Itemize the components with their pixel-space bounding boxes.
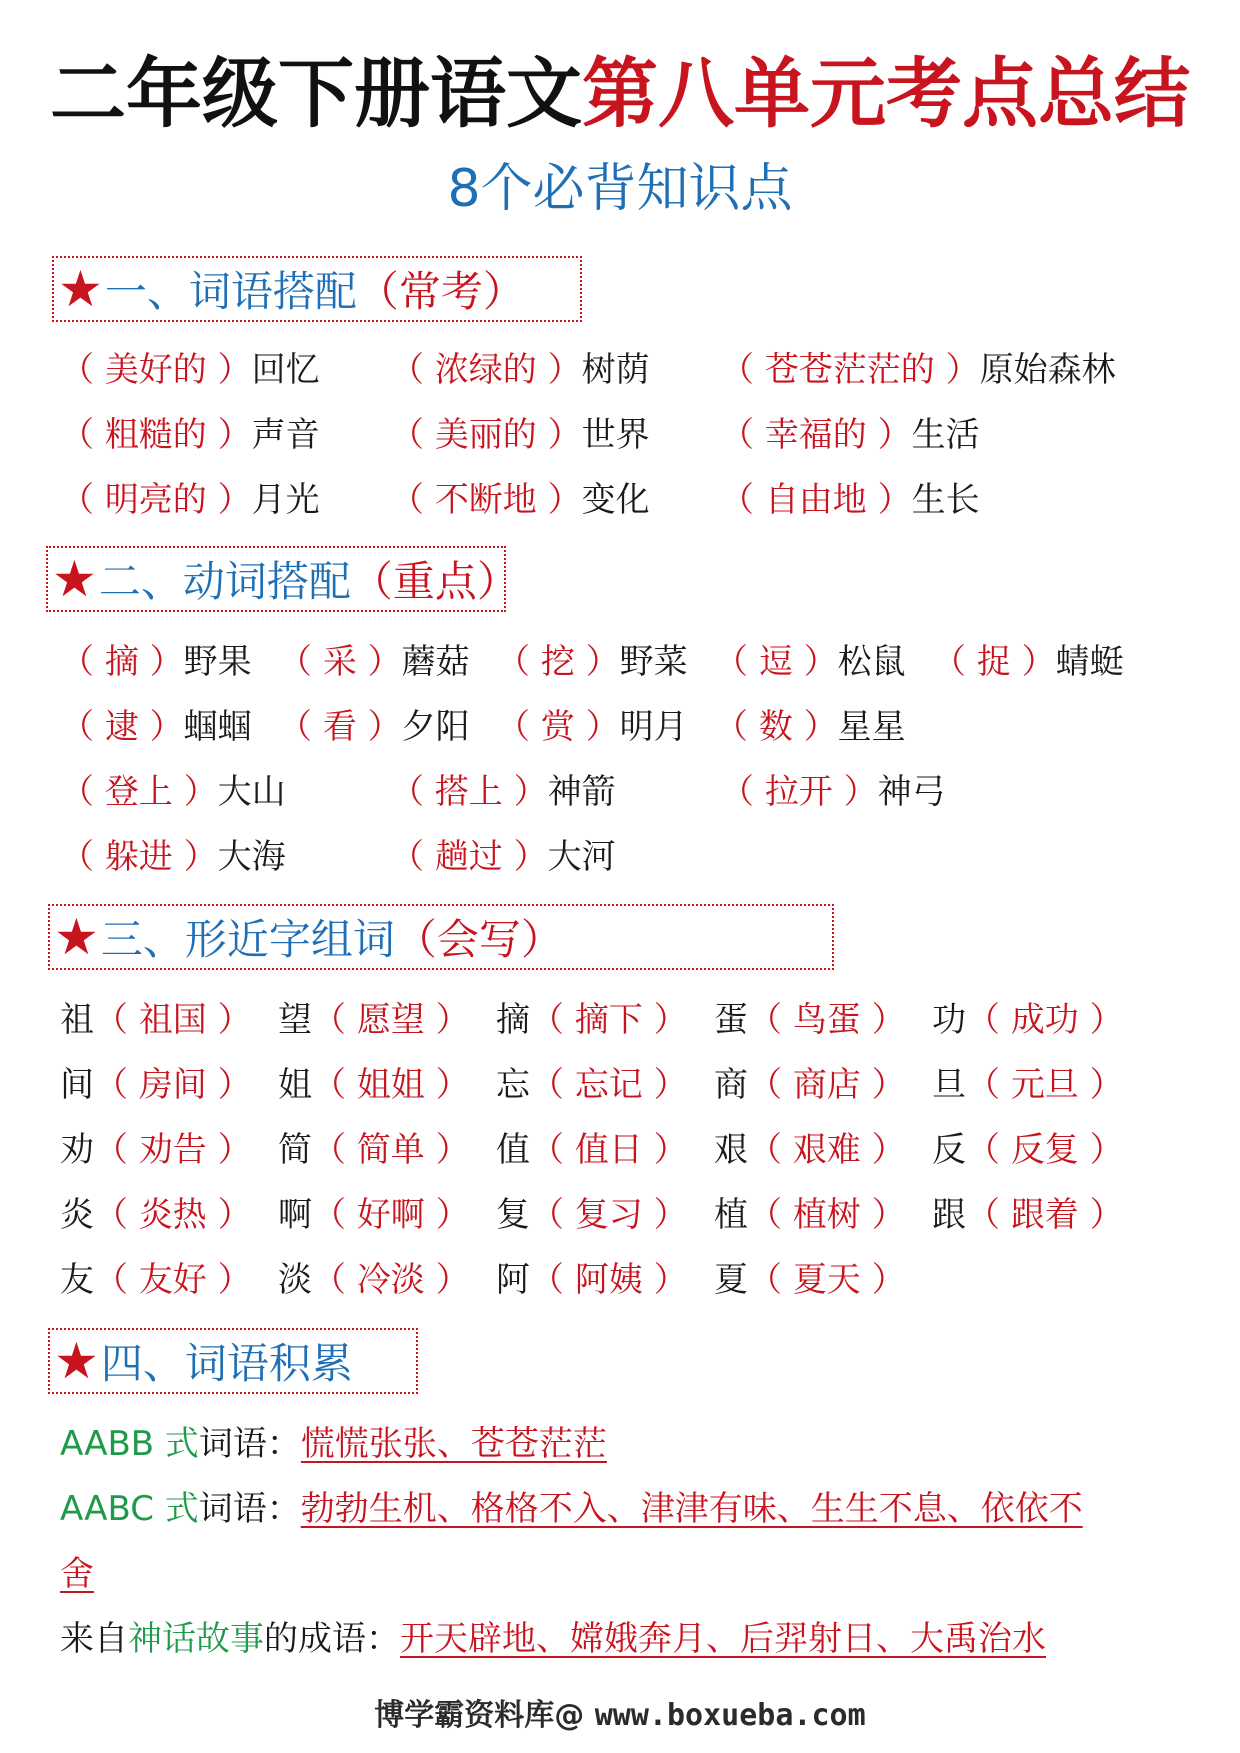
answer: 简单 xyxy=(356,1130,425,1170)
phrase-noun: 树荫 xyxy=(581,350,650,390)
base-char: 商 xyxy=(714,1065,748,1105)
verb-item xyxy=(60,705,252,749)
myth-line xyxy=(60,1617,1046,1661)
close-paren: ） xyxy=(356,707,402,747)
collocation-item xyxy=(720,348,1116,392)
base-char: 反 xyxy=(932,1130,966,1170)
char-item xyxy=(278,1193,470,1237)
answer: 商店 xyxy=(792,1065,861,1105)
phrase-noun: 蘑菇 xyxy=(401,642,470,682)
answer: 跟着 xyxy=(1010,1195,1079,1235)
open-paren: （ xyxy=(390,837,435,877)
collocation-item xyxy=(60,413,320,457)
base-char: 夏 xyxy=(714,1260,748,1300)
phrase-noun: 声音 xyxy=(251,415,320,455)
close-paren: ） xyxy=(1078,1195,1124,1235)
answer: 自由地 xyxy=(764,480,867,520)
answer: 艰难 xyxy=(792,1130,861,1170)
close-paren: ） xyxy=(206,350,252,390)
close-paren: ） xyxy=(866,415,912,455)
open-paren: （ xyxy=(720,480,765,520)
base-char: 啊 xyxy=(278,1195,312,1235)
section1-header xyxy=(52,256,582,322)
close-paren: ） xyxy=(934,350,980,390)
close-paren: ） xyxy=(536,480,582,520)
footer-site-name: 博学霸资料库 xyxy=(374,1698,555,1733)
base-char: 艰 xyxy=(714,1130,748,1170)
close-paren: ） xyxy=(424,1260,470,1300)
phrase-noun: 野菜 xyxy=(619,642,688,682)
open-paren: （ xyxy=(496,707,541,747)
char-item xyxy=(496,1128,688,1172)
close-paren: ） xyxy=(206,415,252,455)
open-paren: （ xyxy=(714,642,759,682)
answer: 好啊 xyxy=(356,1195,425,1235)
section2-name: 二、动词搭配 xyxy=(98,557,351,606)
base-char: 友 xyxy=(60,1260,94,1300)
answer: 逮 xyxy=(104,707,139,747)
answer: 炎热 xyxy=(138,1195,207,1235)
base-char: 阿 xyxy=(496,1260,530,1300)
verb-item xyxy=(496,705,688,749)
open-paren: （ xyxy=(312,1130,357,1170)
answer: 躲进 xyxy=(104,837,173,877)
verb-item xyxy=(720,770,946,814)
open-paren: （ xyxy=(60,350,105,390)
base-char: 炎 xyxy=(60,1195,94,1235)
base-char: 姐 xyxy=(278,1065,312,1105)
section3-tag: （会写） xyxy=(394,915,563,964)
open-paren: （ xyxy=(530,1260,575,1300)
char-item xyxy=(278,1258,470,1302)
answer: 拉开 xyxy=(764,772,833,812)
answer: 愿望 xyxy=(356,1000,425,1040)
myth-label: 神话故事 xyxy=(128,1619,264,1659)
open-paren: （ xyxy=(94,1065,139,1105)
answer: 赏 xyxy=(540,707,575,747)
answer: 挖 xyxy=(540,642,575,682)
open-paren: （ xyxy=(720,772,765,812)
title-part1: 二年级下册语文 xyxy=(50,49,582,138)
answer: 祖国 xyxy=(138,1000,207,1040)
close-paren: ） xyxy=(642,1130,688,1170)
verb-item xyxy=(390,835,616,879)
open-paren: （ xyxy=(94,1260,139,1300)
open-paren: （ xyxy=(94,1195,139,1235)
close-paren: ） xyxy=(206,1000,252,1040)
open-paren: （ xyxy=(390,415,435,455)
verb-item xyxy=(714,640,906,684)
open-paren: （ xyxy=(966,1195,1011,1235)
char-item xyxy=(278,998,470,1042)
open-paren: （ xyxy=(278,707,323,747)
open-paren: （ xyxy=(748,1065,793,1105)
open-paren: （ xyxy=(966,1130,1011,1170)
phrase-noun: 月光 xyxy=(251,480,320,520)
aabb-label: AABB 式 xyxy=(60,1424,199,1464)
answer: 看 xyxy=(322,707,357,747)
close-paren: ） xyxy=(860,1130,906,1170)
char-item xyxy=(496,1258,688,1302)
answer: 苍苍茫茫的 xyxy=(764,350,935,390)
open-paren: （ xyxy=(720,415,765,455)
char-item xyxy=(714,1193,906,1237)
base-char: 忘 xyxy=(496,1065,530,1105)
phrase-noun: 大山 xyxy=(217,772,286,812)
close-paren: ） xyxy=(536,350,582,390)
answer: 登上 xyxy=(104,772,173,812)
title-part2: 第八单元考点总结 xyxy=(582,49,1190,138)
verb-item xyxy=(496,640,688,684)
answer: 友好 xyxy=(138,1260,207,1300)
open-paren: （ xyxy=(60,415,105,455)
answer: 捉 xyxy=(976,642,1011,682)
close-paren: ） xyxy=(206,1065,252,1105)
close-paren: ） xyxy=(424,1195,470,1235)
verb-item xyxy=(60,770,286,814)
section1-name: 一、词语搭配 xyxy=(104,267,357,316)
open-paren: （ xyxy=(530,1130,575,1170)
close-paren: ） xyxy=(642,1260,688,1300)
answer: 美丽的 xyxy=(434,415,537,455)
char-item xyxy=(60,1128,252,1172)
aabb-suffix: 词语： xyxy=(198,1424,301,1464)
open-paren: （ xyxy=(60,480,105,520)
open-paren: （ xyxy=(496,642,541,682)
myth-words: 开天辟地、嫦娥奔月、后羿射日、大禹治水 xyxy=(400,1619,1046,1659)
answer: 阿姨 xyxy=(574,1260,643,1300)
close-paren: ） xyxy=(206,1195,252,1235)
phrase-noun: 星星 xyxy=(837,707,906,747)
open-paren: （ xyxy=(60,772,105,812)
footer-watermark xyxy=(0,1690,1240,1734)
base-char: 功 xyxy=(932,1000,966,1040)
close-paren: ） xyxy=(642,1000,688,1040)
answer: 冷淡 xyxy=(356,1260,425,1300)
base-char: 劝 xyxy=(60,1130,94,1170)
aabb-line xyxy=(60,1422,607,1466)
answer: 不断地 xyxy=(434,480,537,520)
close-paren: ） xyxy=(792,642,838,682)
close-paren: ） xyxy=(502,837,548,877)
answer: 幸福的 xyxy=(764,415,867,455)
myth-prefix: 来自 xyxy=(60,1619,128,1659)
open-paren: （ xyxy=(60,642,105,682)
open-paren: （ xyxy=(390,480,435,520)
verb-item xyxy=(278,705,470,749)
phrase-noun: 蝈蝈 xyxy=(183,707,252,747)
open-paren: （ xyxy=(390,350,435,390)
char-item xyxy=(60,1063,252,1107)
answer: 逗 xyxy=(758,642,793,682)
open-paren: （ xyxy=(966,1065,1011,1105)
answer: 摘下 xyxy=(574,1000,643,1040)
aabc-label: AABC 式 xyxy=(60,1489,199,1529)
answer: 明亮的 xyxy=(104,480,207,520)
close-paren: ） xyxy=(642,1195,688,1235)
open-paren: （ xyxy=(60,707,105,747)
answer: 忘记 xyxy=(574,1065,643,1105)
open-paren: （ xyxy=(748,1000,793,1040)
verb-item xyxy=(60,835,286,879)
open-paren: （ xyxy=(748,1195,793,1235)
collocation-item xyxy=(60,478,320,522)
phrase-noun: 野果 xyxy=(183,642,252,682)
answer: 劝告 xyxy=(138,1130,207,1170)
aabc-line-cont xyxy=(60,1552,94,1596)
char-item xyxy=(496,998,688,1042)
char-item xyxy=(714,1128,906,1172)
answer: 浓绿的 xyxy=(434,350,537,390)
open-paren: （ xyxy=(720,350,765,390)
open-paren: （ xyxy=(278,642,323,682)
open-paren: （ xyxy=(312,1065,357,1105)
answer: 复习 xyxy=(574,1195,643,1235)
close-paren: ） xyxy=(424,1065,470,1105)
base-char: 蛋 xyxy=(714,1000,748,1040)
close-paren: ） xyxy=(1078,1000,1124,1040)
section1-tag: （常考） xyxy=(356,267,525,316)
char-item xyxy=(714,1258,906,1302)
star-icon: ★ xyxy=(58,260,103,318)
phrase-noun: 蜻蜓 xyxy=(1055,642,1124,682)
answer: 数 xyxy=(758,707,793,747)
footer-url: www.boxueba.com xyxy=(594,1698,866,1733)
section3-name: 三、形近字组词 xyxy=(100,915,395,964)
close-paren: ） xyxy=(860,1195,906,1235)
phrase-noun: 回忆 xyxy=(251,350,320,390)
open-paren: （ xyxy=(748,1130,793,1170)
collocation-item xyxy=(390,348,650,392)
close-paren: ） xyxy=(172,772,218,812)
section2-header xyxy=(46,546,519,612)
answer: 姐姐 xyxy=(356,1065,425,1105)
footer-at: @ xyxy=(554,1698,585,1733)
answer: 元旦 xyxy=(1010,1065,1079,1105)
close-paren: ） xyxy=(574,707,620,747)
close-paren: ） xyxy=(138,642,184,682)
verb-item xyxy=(60,640,252,684)
base-char: 旦 xyxy=(932,1065,966,1105)
close-paren: ） xyxy=(424,1000,470,1040)
open-paren: （ xyxy=(390,772,435,812)
answer: 反复 xyxy=(1010,1130,1079,1170)
open-paren: （ xyxy=(312,1195,357,1235)
aabc-line xyxy=(60,1487,1083,1531)
phrase-noun: 生长 xyxy=(911,480,980,520)
base-char: 摘 xyxy=(496,1000,530,1040)
open-paren: （ xyxy=(966,1000,1011,1040)
char-item xyxy=(714,1063,906,1107)
section4-name: 四、词语积累 xyxy=(100,1339,353,1388)
open-paren: （ xyxy=(94,1130,139,1170)
answer: 趟过 xyxy=(434,837,503,877)
base-char: 复 xyxy=(496,1195,530,1235)
section3-header xyxy=(48,904,834,970)
answer: 值日 xyxy=(574,1130,643,1170)
close-paren: ） xyxy=(642,1065,688,1105)
answer: 植树 xyxy=(792,1195,861,1235)
aabc-words-1: 勃勃生机、格格不入、津津有味、生生不息、依依不 xyxy=(300,1489,1083,1529)
close-paren: ） xyxy=(574,642,620,682)
verb-item xyxy=(278,640,470,684)
base-char: 淡 xyxy=(278,1260,312,1300)
phrase-noun: 变化 xyxy=(581,480,650,520)
aabc-words-2: 舍 xyxy=(60,1554,94,1594)
myth-suffix: 的成语： xyxy=(264,1619,400,1659)
verb-item xyxy=(390,770,616,814)
open-paren: （ xyxy=(312,1000,357,1040)
phrase-noun: 神弓 xyxy=(877,772,946,812)
char-item xyxy=(714,998,906,1042)
close-paren: ） xyxy=(1010,642,1056,682)
base-char: 值 xyxy=(496,1130,530,1170)
verb-item xyxy=(714,705,906,749)
open-paren: （ xyxy=(748,1260,793,1300)
section4-header xyxy=(48,1328,418,1394)
answer: 房间 xyxy=(138,1065,207,1105)
open-paren: （ xyxy=(932,642,977,682)
answer: 鸟蛋 xyxy=(792,1000,861,1040)
page-title xyxy=(0,49,1240,138)
phrase-noun: 原始森林 xyxy=(979,350,1116,390)
star-icon: ★ xyxy=(52,550,97,608)
char-item xyxy=(932,998,1124,1042)
open-paren: （ xyxy=(530,1195,575,1235)
base-char: 植 xyxy=(714,1195,748,1235)
answer: 成功 xyxy=(1010,1000,1079,1040)
close-paren: ） xyxy=(172,837,218,877)
answer: 采 xyxy=(322,642,357,682)
phrase-noun: 生活 xyxy=(911,415,980,455)
close-paren: ） xyxy=(832,772,878,812)
close-paren: ） xyxy=(536,415,582,455)
star-icon: ★ xyxy=(54,1332,99,1390)
answer: 搭上 xyxy=(434,772,503,812)
phrase-noun: 世界 xyxy=(581,415,650,455)
char-item xyxy=(932,1063,1124,1107)
open-paren: （ xyxy=(94,1000,139,1040)
close-paren: ） xyxy=(1078,1130,1124,1170)
aabb-words: 慌慌张张、苍苍茫茫 xyxy=(300,1424,607,1464)
close-paren: ） xyxy=(860,1065,906,1105)
base-char: 祖 xyxy=(60,1000,94,1040)
close-paren: ） xyxy=(502,772,548,812)
char-item xyxy=(496,1063,688,1107)
aabc-suffix: 词语： xyxy=(198,1489,301,1529)
collocation-item xyxy=(720,478,980,522)
open-paren: （ xyxy=(60,837,105,877)
phrase-noun: 大河 xyxy=(547,837,616,877)
answer: 摘 xyxy=(104,642,139,682)
base-char: 跟 xyxy=(932,1195,966,1235)
answer: 粗糙的 xyxy=(104,415,207,455)
phrase-noun: 松鼠 xyxy=(837,642,906,682)
base-char: 简 xyxy=(278,1130,312,1170)
close-paren: ） xyxy=(356,642,402,682)
close-paren: ） xyxy=(866,480,912,520)
answer: 夏天 xyxy=(792,1260,861,1300)
open-paren: （ xyxy=(530,1000,575,1040)
close-paren: ） xyxy=(860,1260,906,1300)
close-paren: ） xyxy=(792,707,838,747)
char-item xyxy=(60,998,252,1042)
section2-tag: （重点） xyxy=(350,557,519,606)
close-paren: ） xyxy=(1078,1065,1124,1105)
char-item xyxy=(60,1258,252,1302)
close-paren: ） xyxy=(138,707,184,747)
collocation-item xyxy=(720,413,980,457)
char-item xyxy=(932,1193,1124,1237)
collocation-item xyxy=(390,413,650,457)
collocation-item xyxy=(60,348,320,392)
close-paren: ） xyxy=(206,480,252,520)
char-item xyxy=(278,1063,470,1107)
page-subtitle: 8个必背知识点 xyxy=(447,159,793,219)
base-char: 望 xyxy=(278,1000,312,1040)
verb-item xyxy=(932,640,1124,684)
phrase-noun: 神箭 xyxy=(547,772,616,812)
char-item xyxy=(60,1193,252,1237)
close-paren: ） xyxy=(206,1260,252,1300)
open-paren: （ xyxy=(530,1065,575,1105)
star-icon: ★ xyxy=(54,908,99,966)
close-paren: ） xyxy=(860,1000,906,1040)
open-paren: （ xyxy=(714,707,759,747)
open-paren: （ xyxy=(312,1260,357,1300)
phrase-noun: 明月 xyxy=(619,707,688,747)
char-item xyxy=(932,1128,1124,1172)
close-paren: ） xyxy=(206,1130,252,1170)
collocation-item xyxy=(390,478,650,522)
close-paren: ） xyxy=(424,1130,470,1170)
char-item xyxy=(496,1193,688,1237)
phrase-noun: 大海 xyxy=(217,837,286,877)
answer: 美好的 xyxy=(104,350,207,390)
phrase-noun: 夕阳 xyxy=(401,707,470,747)
char-item xyxy=(278,1128,470,1172)
base-char: 间 xyxy=(60,1065,94,1105)
